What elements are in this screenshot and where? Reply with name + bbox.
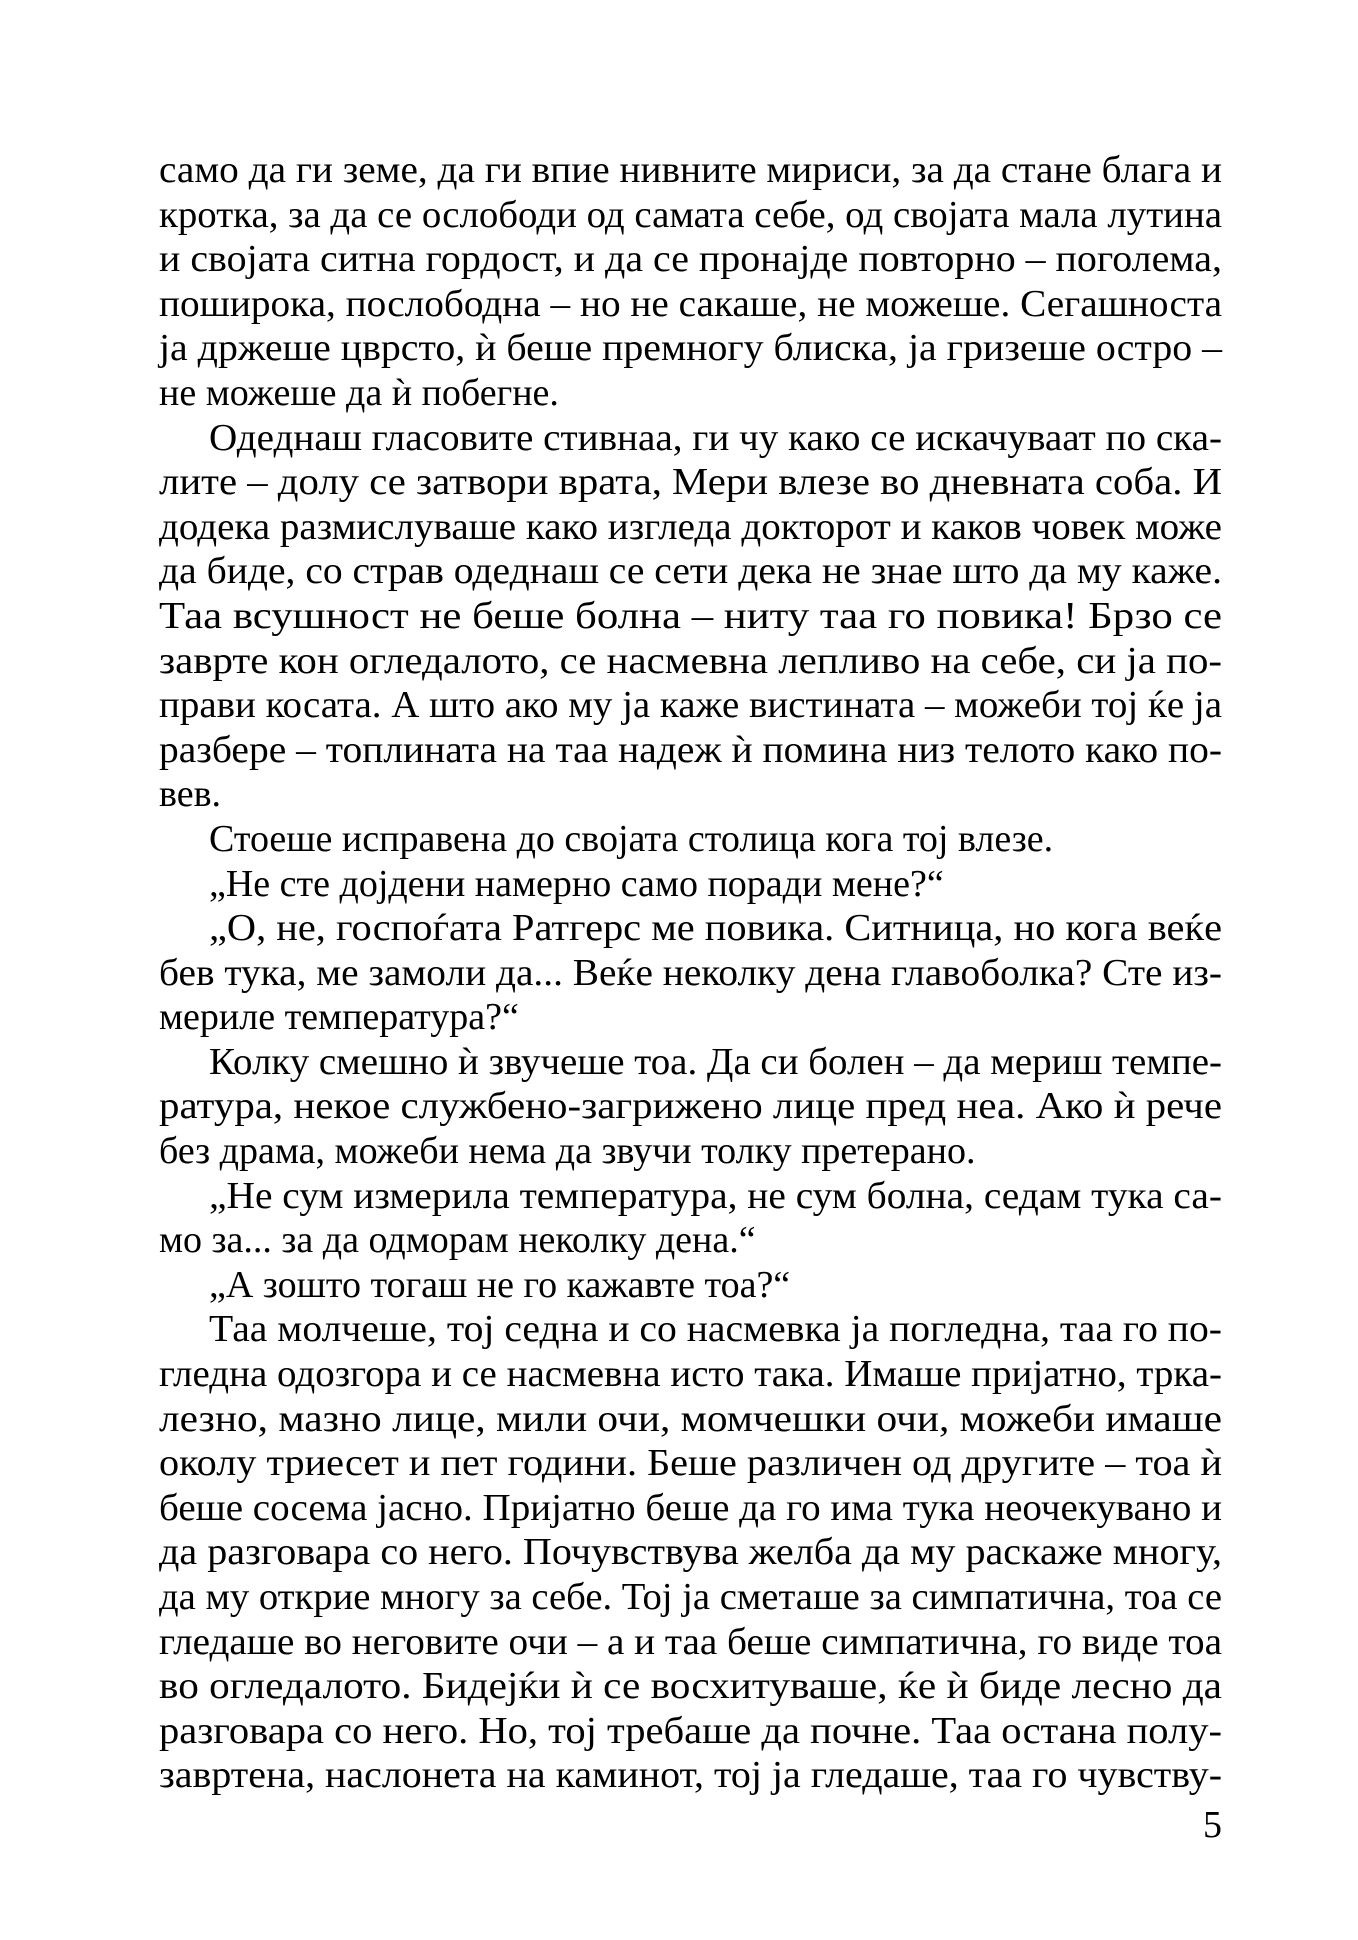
text-line bbox=[159, 1397, 1222, 1442]
text-line bbox=[159, 460, 1222, 505]
page-text bbox=[159, 148, 1222, 1798]
text-line-content: без драма, можеби нема да звучи толку претерано. bbox=[159, 1130, 976, 1173]
text-line bbox=[159, 1040, 1222, 1085]
text-line-content: околу триесет и пет години. Беше различен од другите – тоа ѝ bbox=[159, 1442, 1222, 1485]
text-line-content: „Не сум измерила температура, не сум болна, седам тука са- bbox=[209, 1174, 1222, 1217]
text-line bbox=[159, 1084, 1222, 1129]
text-line-content: разбере – топлината на таа надеж ѝ помина низ телото како по- bbox=[159, 728, 1222, 771]
text-line-content: лите – долу се затвори врата, Мери влезе во дневната соба. И bbox=[159, 461, 1222, 504]
text-line-content: и својата ситна гордост, и да се пронајде повторно – поголема, bbox=[159, 238, 1222, 281]
text-line bbox=[159, 416, 1222, 461]
text-line-content: во огледалото. Бидејќи ѝ се восхитуваше, ќе ѝ биде лесно да bbox=[159, 1665, 1222, 1708]
text-line-content: Одеднаш гласовите стивнаа, ги чу како се искачуваат по ска- bbox=[209, 416, 1222, 459]
text-line bbox=[159, 1709, 1222, 1754]
text-line bbox=[159, 505, 1222, 550]
text-line-content: заврте кон огледалото, се насмевна лепливо на себе, си ја по- bbox=[159, 639, 1222, 682]
text-line bbox=[159, 594, 1222, 639]
text-line bbox=[159, 683, 1222, 728]
text-line-content: кротка, за да се ослободи од самата себе, од својата мала лутина bbox=[159, 193, 1222, 236]
text-line bbox=[159, 1530, 1222, 1575]
text-line-content: ратура, некое службено-загрижено лице пред неа. Ако ѝ рече bbox=[159, 1085, 1222, 1128]
text-line-content: гледна одозгора и се насмевна исто така. Имаше пријатно, трка- bbox=[159, 1353, 1222, 1396]
text-line-content: Таа молчеше, тој седна и со насмевка ја погледна, таа го по- bbox=[209, 1308, 1222, 1351]
text-line bbox=[159, 237, 1222, 282]
text-line bbox=[159, 906, 1222, 951]
text-line bbox=[159, 1352, 1222, 1397]
text-line bbox=[159, 1263, 1222, 1308]
text-line-content: поширока, послободна – но не сакаше, не можеше. Сегашноста bbox=[159, 282, 1222, 325]
text-line bbox=[159, 1307, 1222, 1352]
text-line-content: разговара со него. Но, тој требаше да почне. Таа остана полу- bbox=[159, 1709, 1222, 1752]
text-line bbox=[159, 148, 1222, 193]
text-line bbox=[159, 1174, 1222, 1219]
text-line bbox=[159, 639, 1222, 684]
text-line bbox=[159, 995, 1222, 1040]
text-line-content: „О, не, госпоѓата Ратгерс ме повика. Ситница, но кога веќе bbox=[209, 907, 1222, 950]
text-line bbox=[159, 772, 1222, 817]
text-line-content: вев. bbox=[159, 773, 222, 816]
text-line bbox=[159, 371, 1222, 416]
text-line bbox=[159, 862, 1222, 907]
text-line-content: „А зошто тогаш не го кажавте тоа?“ bbox=[209, 1263, 791, 1306]
text-line-content: беше сосема јасно. Пријатно беше да го има тука неочекувано и bbox=[159, 1486, 1222, 1529]
text-line bbox=[159, 951, 1222, 996]
text-line bbox=[159, 193, 1222, 238]
text-line-content: лезно, мазно лице, мили очи, момчешки очи, можеби имаше bbox=[159, 1397, 1222, 1440]
text-line-content: ја држеше цврсто, ѝ беше премногу блиска, ја гризеше остро – bbox=[159, 327, 1222, 370]
text-line bbox=[159, 1486, 1222, 1531]
text-line bbox=[159, 1129, 1222, 1174]
text-line bbox=[159, 817, 1222, 862]
text-line-content: да биде, со страв одеднаш се сети дека не знае што да му каже. bbox=[159, 550, 1222, 593]
text-line-content: мериле температура?“ bbox=[159, 996, 519, 1039]
text-line-content: мо за... за да одморам неколку дена.“ bbox=[159, 1219, 756, 1262]
text-line bbox=[159, 1218, 1222, 1263]
text-line-content: Колку смешно ѝ звучеше тоа. Да си болен – да мериш темпе- bbox=[209, 1040, 1222, 1083]
text-line-content: бев тука, ме замоли да... Веќе неколку дена главоболка? Сте из- bbox=[159, 951, 1222, 994]
text-line-content: да разговара со него. Почувствува желба да му раскаже многу, bbox=[159, 1531, 1222, 1574]
text-line bbox=[159, 1441, 1222, 1486]
page-number: 5 bbox=[1203, 1804, 1222, 1846]
text-line-content: додека размислуваше како изгледа докторот и каков човек може bbox=[159, 505, 1222, 548]
text-line-content: Таа всушност не беше болна – ниту таа го повика! Брзо се bbox=[159, 594, 1222, 637]
text-line-content: завртена, наслонета на каминот, тој ја гледаше, таа го чувству- bbox=[159, 1754, 1222, 1797]
text-line-content: гледаше во неговите очи – а и таа беше симпатична, го виде тоа bbox=[159, 1620, 1222, 1663]
text-line-content: прави косата. А што ако му ја каже вистината – можеби тој ќе ја bbox=[159, 684, 1222, 727]
text-line-content: „Не сте дојдени намерно само поради мене?“ bbox=[209, 862, 944, 905]
text-line bbox=[159, 728, 1222, 773]
text-line bbox=[159, 282, 1222, 327]
text-line-content: не можеше да ѝ побегне. bbox=[159, 371, 559, 414]
text-line bbox=[159, 1620, 1222, 1665]
text-line-content: да му открие многу за себе. Тој ја сметаше за симпатична, тоа се bbox=[159, 1576, 1222, 1618]
text-line-content: Стоеше исправена до својата столица кога тој влезе. bbox=[209, 817, 1054, 860]
text-line bbox=[159, 549, 1222, 594]
text-line bbox=[159, 326, 1222, 371]
text-line-content: само да ги земе, да ги впие нивните мириси, за да стане блага и bbox=[159, 149, 1222, 191]
text-line bbox=[159, 1664, 1222, 1709]
text-line bbox=[159, 1575, 1222, 1620]
text-line bbox=[159, 1753, 1222, 1798]
